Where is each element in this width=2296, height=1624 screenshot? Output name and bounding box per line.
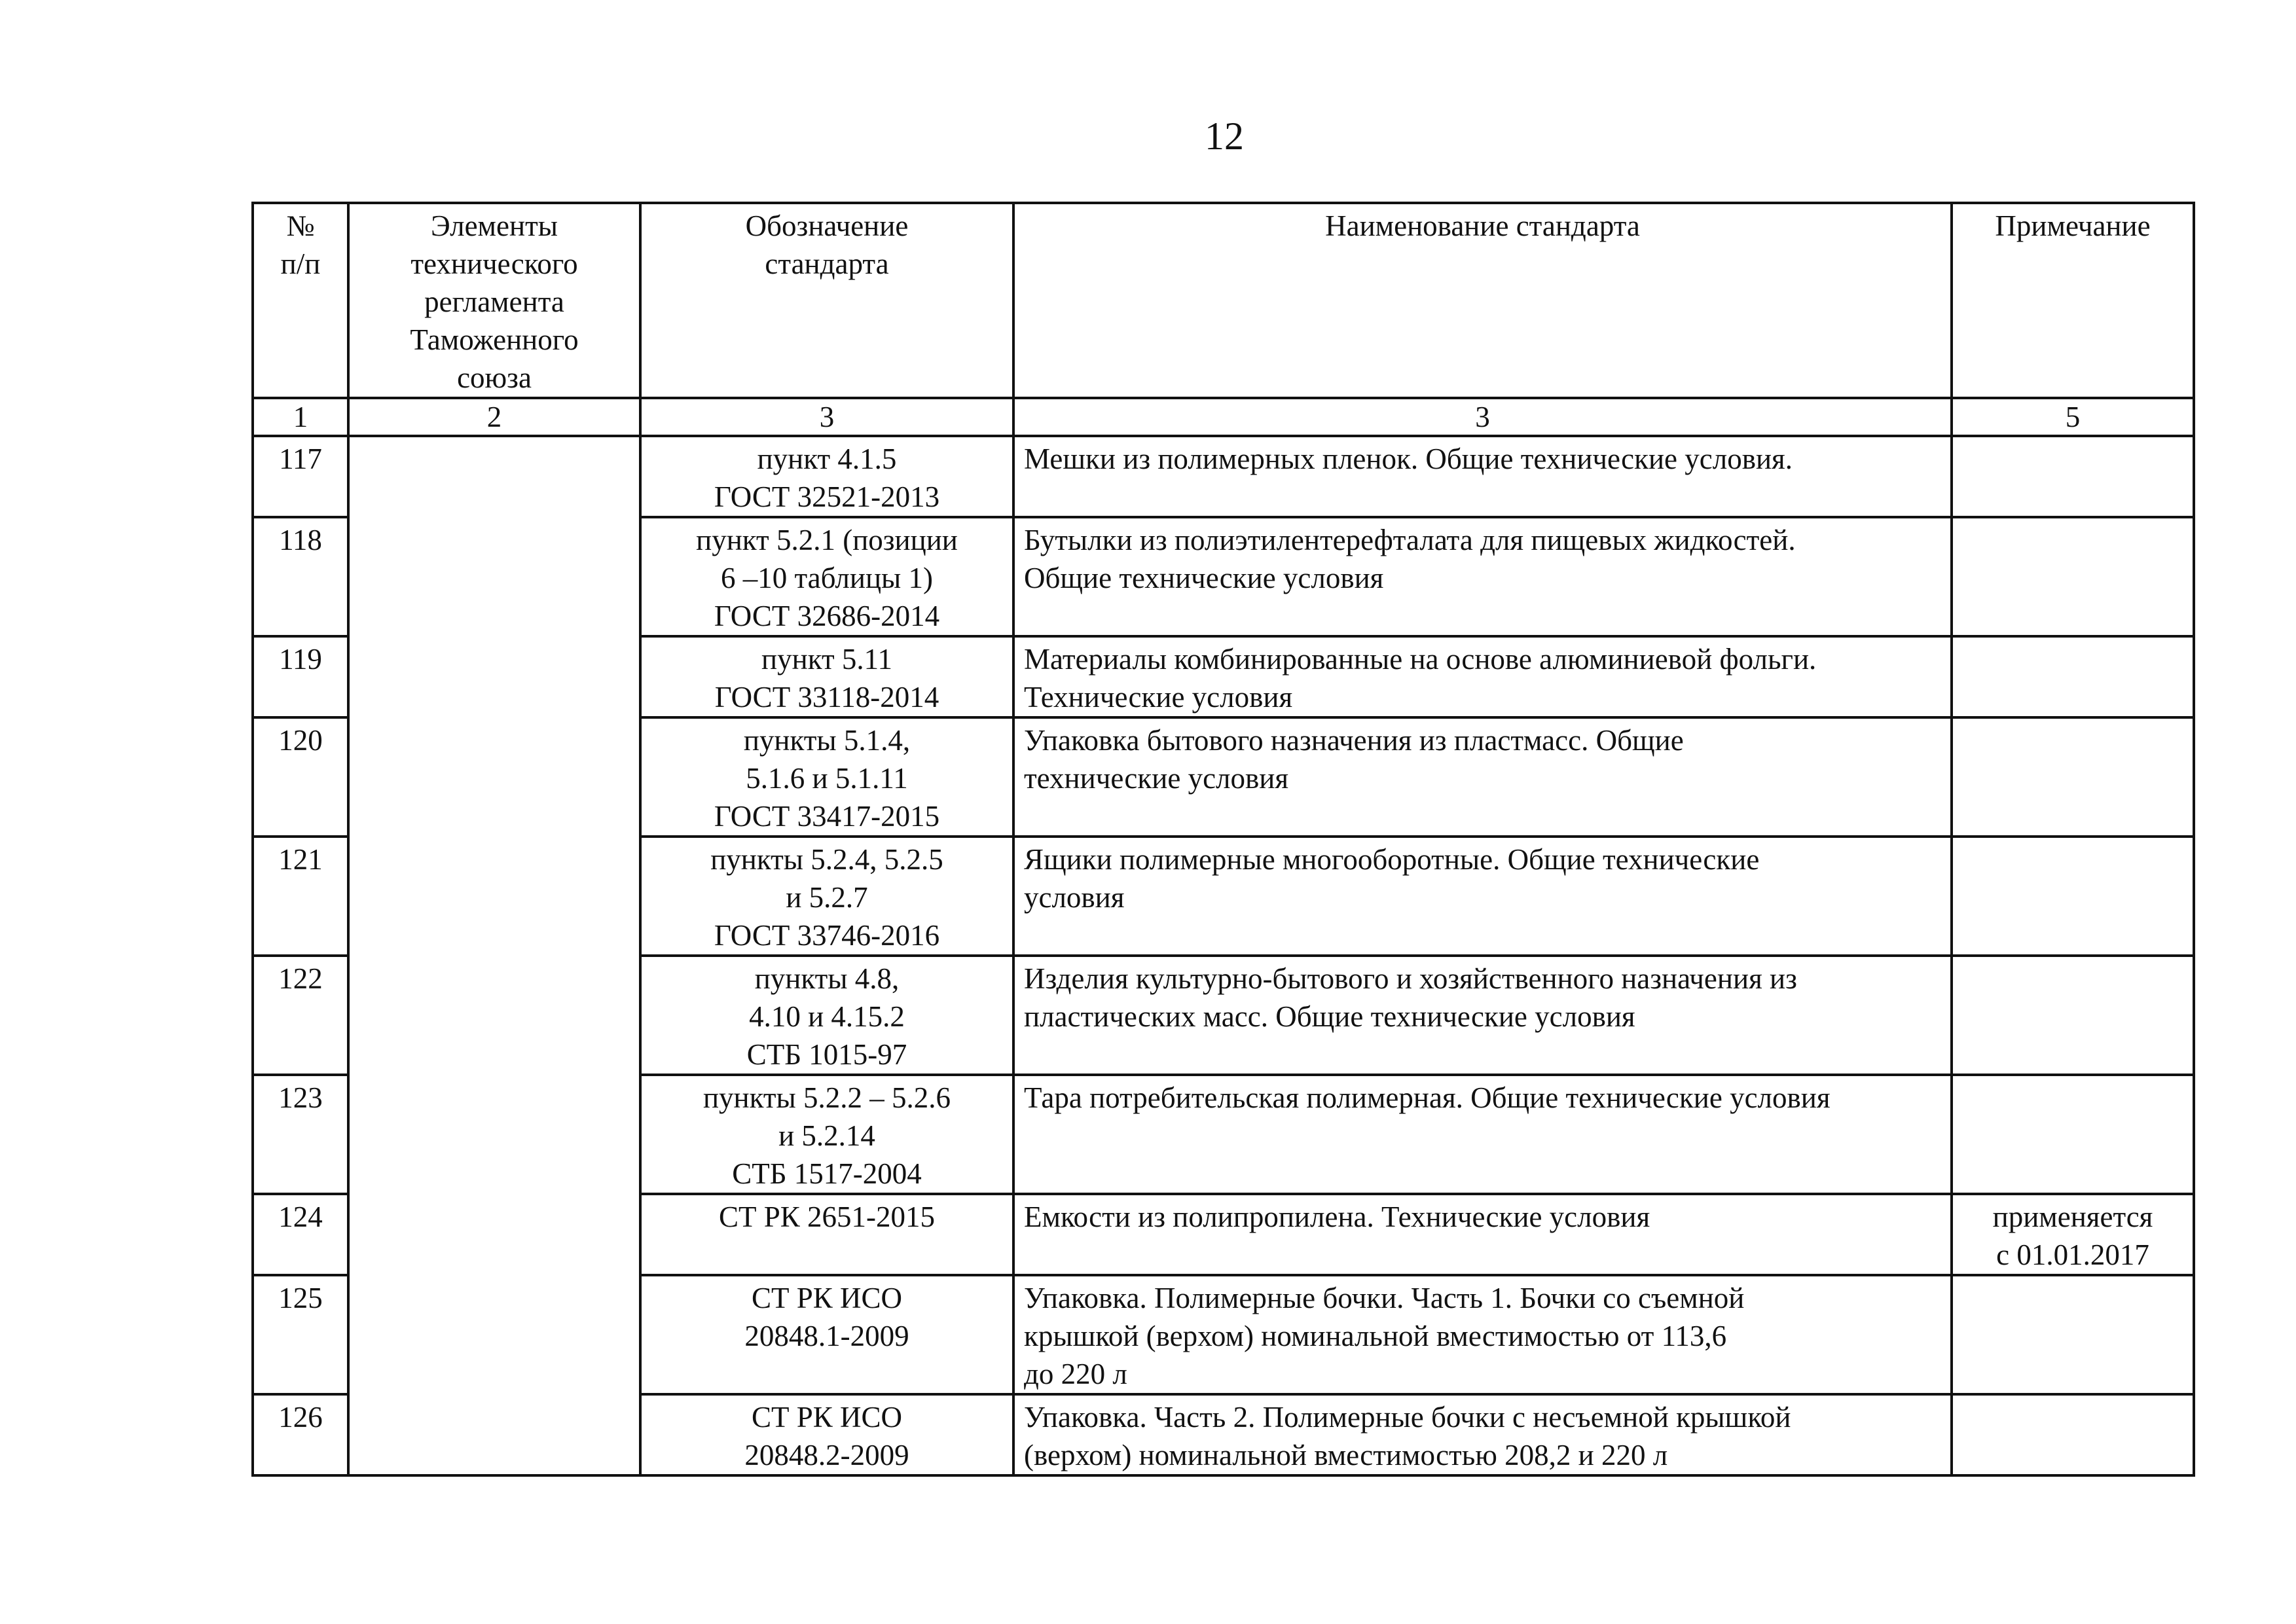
column-index-2: 2 bbox=[348, 398, 640, 436]
column-index-4: 3 bbox=[1013, 398, 1952, 436]
standard-note bbox=[1952, 436, 2194, 517]
row-number: 126 bbox=[253, 1394, 348, 1475]
row-number: 117 bbox=[253, 436, 348, 517]
cell-line: Технические условия bbox=[1024, 681, 1293, 713]
cell-line: и 5.2.14 bbox=[778, 1119, 875, 1152]
cell-line: Упаковка. Полимерные бочки. Часть 1. Бочки со съемной bbox=[1024, 1282, 1745, 1314]
row-number: 123 bbox=[253, 1075, 348, 1194]
cell-line: Изделия культурно-бытового и хозяйственного назначения из bbox=[1024, 962, 1797, 995]
cell-line: СТ РК ИСО bbox=[751, 1401, 903, 1434]
standard-name bbox=[1013, 1275, 1952, 1394]
header-note bbox=[1952, 203, 2194, 398]
cell-line: пункты 4.8, bbox=[754, 962, 900, 995]
cell-line: СТБ 1015-97 bbox=[746, 1038, 907, 1071]
standard-code bbox=[640, 1394, 1013, 1475]
cell-line: Ящики полимерные многооборотные. Общие технические bbox=[1024, 843, 1760, 876]
cell-line: ГОСТ 33118-2014 bbox=[714, 681, 939, 713]
standard-note bbox=[1952, 1194, 2194, 1275]
row-number: 120 bbox=[253, 717, 348, 837]
cell-line: 4.10 и 4.15.2 bbox=[749, 1000, 905, 1033]
cell-line: пункты 5.1.4, bbox=[743, 724, 911, 757]
cell-line: Общие технические условия bbox=[1024, 562, 1384, 594]
cell-line: условия bbox=[1024, 881, 1125, 914]
standard-name bbox=[1013, 956, 1952, 1075]
standard-name bbox=[1013, 1194, 1952, 1275]
standard-name bbox=[1013, 1075, 1952, 1194]
row-number: 124 bbox=[253, 1194, 348, 1275]
cell-line: пункты 5.2.2 – 5.2.6 bbox=[702, 1081, 951, 1114]
cell-line: СТБ 1517-2004 bbox=[732, 1157, 922, 1190]
cell-line: п/п bbox=[280, 247, 321, 280]
cell-line: 20848.1-2009 bbox=[744, 1320, 909, 1352]
standard-name bbox=[1013, 436, 1952, 517]
standard-name bbox=[1013, 837, 1952, 956]
cell-line: Таможенного bbox=[410, 323, 579, 356]
cell-line: технические условия bbox=[1024, 762, 1289, 795]
cell-line: ГОСТ 33746-2016 bbox=[714, 919, 940, 952]
cell-line: с 01.01.2017 bbox=[1996, 1238, 2149, 1271]
cell-line: СТ РК 2651-2015 bbox=[718, 1200, 936, 1233]
cell-line: и 5.2.7 bbox=[786, 881, 868, 914]
cell-line: пункт 4.1.5 bbox=[757, 442, 897, 475]
cell-line: Мешки из полимерных пленок. Общие технические условия. bbox=[1024, 442, 1793, 475]
header-name bbox=[1013, 203, 1952, 398]
cell-line: № bbox=[286, 209, 315, 242]
standard-code bbox=[640, 517, 1013, 636]
standard-note bbox=[1952, 956, 2194, 1075]
standard-code bbox=[640, 837, 1013, 956]
cell-line: Упаковка. Часть 2. Полимерные бочки с несъемной крышкой bbox=[1024, 1401, 1791, 1434]
standard-code bbox=[640, 1194, 1013, 1275]
cell-line: Примечание bbox=[1995, 209, 2151, 242]
standard-name bbox=[1013, 717, 1952, 837]
column-index-5: 5 bbox=[1952, 398, 2194, 436]
table-row bbox=[253, 436, 2194, 517]
cell-line: Обозначение bbox=[745, 209, 909, 242]
standard-note bbox=[1952, 1394, 2194, 1475]
cell-line: 6 –10 таблицы 1) bbox=[720, 562, 934, 594]
cell-line: ГОСТ 33417-2015 bbox=[714, 800, 940, 833]
row-number: 122 bbox=[253, 956, 348, 1075]
cell-line: союза bbox=[457, 361, 532, 394]
cell-line: пункт 5.11 bbox=[761, 643, 892, 676]
standard-code bbox=[640, 1075, 1013, 1194]
cell-line: до 220 л bbox=[1024, 1358, 1127, 1390]
cell-line: технического bbox=[410, 247, 578, 280]
cell-line: 20848.2-2009 bbox=[744, 1439, 909, 1471]
cell-line: Бутылки из полиэтилентерефталата для пищевых жидкостей. bbox=[1024, 524, 1796, 556]
cell-line: 5.1.6 и 5.1.11 bbox=[746, 762, 908, 795]
cell-line: крышкой (верхом) номинальной вместимостью от 113,6 bbox=[1024, 1320, 1727, 1352]
cell-line: ГОСТ 32521-2013 bbox=[714, 480, 940, 513]
header-elements bbox=[348, 203, 640, 398]
row-number: 118 bbox=[253, 517, 348, 636]
standard-note bbox=[1952, 717, 2194, 837]
cell-line: пластических масс. Общие технические условия bbox=[1024, 1000, 1635, 1033]
header-code bbox=[640, 203, 1013, 398]
cell-line: Тара потребительская полимерная. Общие технические условия bbox=[1024, 1081, 1831, 1114]
standard-note bbox=[1952, 517, 2194, 636]
standard-note bbox=[1952, 1275, 2194, 1394]
standard-note bbox=[1952, 1075, 2194, 1194]
cell-line: регламента bbox=[424, 285, 564, 318]
column-index-row bbox=[253, 398, 2194, 436]
page-number: 12 bbox=[1205, 115, 1244, 158]
cell-line: Емкости из полипропилена. Технические условия bbox=[1024, 1200, 1650, 1233]
cell-line: Наименование стандарта bbox=[1325, 209, 1640, 242]
standard-code bbox=[640, 956, 1013, 1075]
standard-name bbox=[1013, 1394, 1952, 1475]
standard-name bbox=[1013, 636, 1952, 717]
cell-line: стандарта bbox=[765, 247, 889, 280]
cell-line: Материалы комбинированные на основе алюминиевой фольги. bbox=[1024, 643, 1817, 676]
row-number: 125 bbox=[253, 1275, 348, 1394]
column-index-3: 3 bbox=[640, 398, 1013, 436]
standard-code bbox=[640, 636, 1013, 717]
row-number: 121 bbox=[253, 837, 348, 956]
header-num bbox=[253, 203, 348, 398]
standard-code bbox=[640, 717, 1013, 837]
cell-line: применяется bbox=[1992, 1200, 2153, 1233]
standard-code bbox=[640, 1275, 1013, 1394]
row-number: 119 bbox=[253, 636, 348, 717]
elements-cell bbox=[348, 436, 640, 1475]
standard-note bbox=[1952, 636, 2194, 717]
cell-line: СТ РК ИСО bbox=[751, 1282, 903, 1314]
standards-table bbox=[251, 202, 2195, 1477]
cell-line: ГОСТ 32686-2014 bbox=[714, 600, 940, 632]
standard-note bbox=[1952, 837, 2194, 956]
cell-line: (верхом) номинальной вместимостью 208,2 и 220 л bbox=[1024, 1439, 1668, 1471]
standard-code bbox=[640, 436, 1013, 517]
cell-line: Упаковка бытового назначения из пластмасс. Общие bbox=[1024, 724, 1684, 757]
cell-line: Элементы bbox=[431, 209, 558, 242]
cell-line: пункты 5.2.4, 5.2.5 bbox=[710, 843, 943, 876]
table-body bbox=[253, 436, 2194, 1475]
table-header-row bbox=[253, 203, 2194, 398]
cell-line: пункт 5.2.1 (позиции bbox=[696, 524, 958, 556]
column-index-1: 1 bbox=[253, 398, 348, 436]
standard-name bbox=[1013, 517, 1952, 636]
